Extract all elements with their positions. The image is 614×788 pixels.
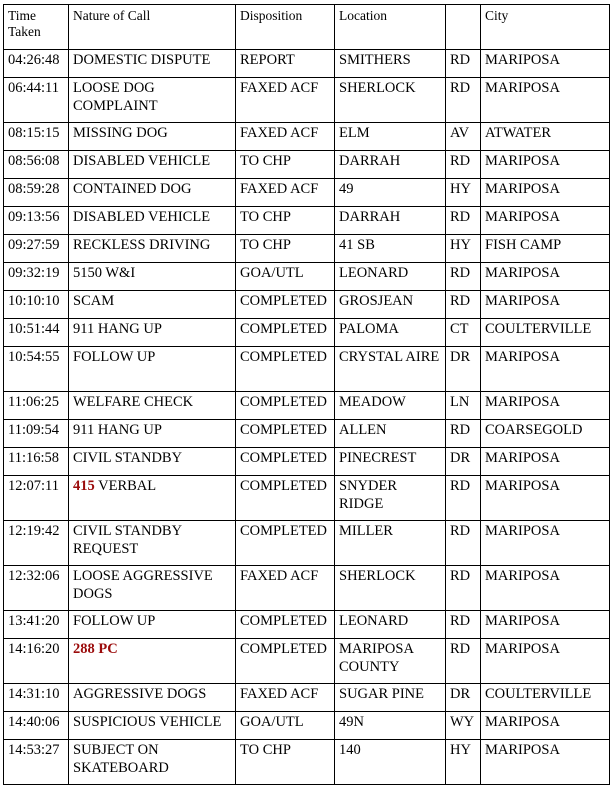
city-cell: MARIPOSA [481,392,610,420]
nature-cell [69,392,236,420]
location-cell: DARRAH [335,207,446,235]
suffix-cell: WY [446,712,481,740]
nature-cell [69,50,236,78]
table-row [4,521,610,566]
disposition-cell: COMPLETED [236,420,335,448]
nature-code: 415 [73,478,95,494]
disposition-cell: TO CHP [236,207,335,235]
suffix-cell: RD [446,207,481,235]
city-cell: MARIPOSA [481,291,610,319]
city-cell: MARIPOSA [481,78,610,123]
nature-text: SUBJECT ON SKATEBOARD [73,742,169,776]
time-cell: 14:31:10 [4,684,69,712]
disposition-cell: COMPLETED [236,319,335,347]
header-city: City [481,5,610,50]
disposition-cell: FAXED ACF [236,684,335,712]
nature-text: DOMESTIC DISPUTE [73,52,211,68]
nature-cell [69,78,236,123]
disposition-cell: GOA/UTL [236,263,335,291]
nature-text: VERBAL [94,478,157,494]
nature-text: AGGRESSIVE DOGS [73,686,207,702]
time-cell: 08:59:28 [4,179,69,207]
time-cell: 10:51:44 [4,319,69,347]
nature-text: FOLLOW UP [73,613,156,629]
table-row [4,684,610,712]
time-cell: 11:06:25 [4,392,69,420]
suffix-cell: HY [446,740,481,785]
city-cell: MARIPOSA [481,207,610,235]
city-cell: MARIPOSA [481,639,610,684]
nature-cell [69,566,236,611]
table-row [4,347,610,392]
location-cell: MARIPOSA COUNTY [335,639,446,684]
nature-text: CIVIL STANDBY [73,450,183,466]
nature-cell [69,448,236,476]
location-cell: SNYDER RIDGE [335,476,446,521]
city-cell: COULTERVILLE [481,319,610,347]
time-cell: 13:41:20 [4,611,69,639]
suffix-cell: RD [446,291,481,319]
suffix-cell: AV [446,123,481,151]
nature-cell [69,420,236,448]
time-cell: 06:44:11 [4,78,69,123]
table-row [4,50,610,78]
header-street-suffix [446,5,481,50]
disposition-cell: COMPLETED [236,347,335,392]
nature-text: CIVIL STANDBY REQUEST [73,523,182,557]
time-cell: 14:40:06 [4,712,69,740]
nature-code: 288 PC [73,641,118,657]
time-cell: 11:09:54 [4,420,69,448]
time-cell: 09:32:19 [4,263,69,291]
location-cell: ALLEN [335,420,446,448]
suffix-cell: RD [446,611,481,639]
nature-cell [69,684,236,712]
disposition-cell: COMPLETED [236,476,335,521]
suffix-cell: RD [446,420,481,448]
table-row [4,319,610,347]
table-row [4,448,610,476]
time-cell: 11:16:58 [4,448,69,476]
time-cell: 12:19:42 [4,521,69,566]
time-cell: 12:07:11 [4,476,69,521]
city-cell: MARIPOSA [481,151,610,179]
suffix-cell: RD [446,476,481,521]
disposition-cell: FAXED ACF [236,566,335,611]
nature-cell [69,263,236,291]
nature-text: SUSPICIOUS VEHICLE [73,714,222,730]
time-cell: 09:27:59 [4,235,69,263]
suffix-cell: RD [446,566,481,611]
call-log-body [4,50,610,785]
suffix-cell: CT [446,319,481,347]
suffix-cell: HY [446,235,481,263]
disposition-cell: TO CHP [236,235,335,263]
table-row [4,392,610,420]
table-row [4,291,610,319]
location-cell: LEONARD [335,611,446,639]
nature-cell [69,151,236,179]
nature-cell [69,521,236,566]
nature-cell [69,123,236,151]
location-cell: ELM [335,123,446,151]
table-row [4,740,610,785]
nature-text: 5150 W&I [73,265,136,281]
table-row [4,179,610,207]
nature-cell [69,740,236,785]
table-row [4,712,610,740]
city-cell: MARIPOSA [481,740,610,785]
nature-cell [69,291,236,319]
location-cell: DARRAH [335,151,446,179]
disposition-cell: FAXED ACF [236,179,335,207]
table-row [4,235,610,263]
table-row [4,263,610,291]
nature-cell [69,179,236,207]
nature-text: WELFARE CHECK [73,394,194,410]
city-cell: MARIPOSA [481,476,610,521]
suffix-cell: RD [446,263,481,291]
nature-text: SCAM [73,293,115,309]
suffix-cell: DR [446,347,481,392]
location-cell: SUGAR PINE [335,684,446,712]
time-cell: 08:15:15 [4,123,69,151]
disposition-cell: FAXED ACF [236,123,335,151]
suffix-cell: RD [446,639,481,684]
city-cell: MARIPOSA [481,448,610,476]
location-cell: SHERLOCK [335,78,446,123]
disposition-cell: COMPLETED [236,291,335,319]
table-row [4,639,610,684]
location-cell: 41 SB [335,235,446,263]
table-row [4,78,610,123]
city-cell: COARSEGOLD [481,420,610,448]
table-row [4,151,610,179]
nature-text: RECKLESS DRIVING [73,237,211,253]
nature-cell [69,207,236,235]
time-cell: 14:16:20 [4,639,69,684]
disposition-cell: COMPLETED [236,392,335,420]
table-row [4,476,610,521]
time-cell: 08:56:08 [4,151,69,179]
location-cell: 49N [335,712,446,740]
disposition-cell: REPORT [236,50,335,78]
suffix-cell: LN [446,392,481,420]
header-nature-of-call: Nature of Call [69,5,236,50]
disposition-cell: GOA/UTL [236,712,335,740]
location-cell: GROSJEAN [335,291,446,319]
table-row [4,566,610,611]
location-cell: PALOMA [335,319,446,347]
location-cell: CRYSTAL AIRE [335,347,446,392]
suffix-cell: RD [446,50,481,78]
city-cell: MARIPOSA [481,521,610,566]
table-row [4,207,610,235]
time-cell: 04:26:48 [4,50,69,78]
time-cell: 10:54:55 [4,347,69,392]
suffix-cell: RD [446,78,481,123]
city-cell: MARIPOSA [481,263,610,291]
city-cell: MARIPOSA [481,179,610,207]
disposition-cell: COMPLETED [236,521,335,566]
nature-text: 911 HANG UP [73,422,162,438]
time-cell: 09:13:56 [4,207,69,235]
time-cell: 12:32:06 [4,566,69,611]
nature-text: 911 HANG UP [73,321,162,337]
city-cell: MARIPOSA [481,566,610,611]
city-cell: MARIPOSA [481,611,610,639]
city-cell: ATWATER [481,123,610,151]
location-cell: 140 [335,740,446,785]
city-cell: FISH CAMP [481,235,610,263]
nature-cell [69,235,236,263]
suffix-cell: DR [446,684,481,712]
header-time-taken: Time Taken [4,5,69,50]
nature-cell [69,476,236,521]
disposition-cell: TO CHP [236,151,335,179]
location-cell: MILLER [335,521,446,566]
suffix-cell: HY [446,179,481,207]
header-disposition: Disposition [236,5,335,50]
nature-text: FOLLOW UP [73,349,156,365]
table-row [4,420,610,448]
table-row [4,611,610,639]
table-row [4,123,610,151]
time-cell: 14:53:27 [4,740,69,785]
location-cell: PINECREST [335,448,446,476]
city-cell: COULTERVILLE [481,684,610,712]
disposition-cell: TO CHP [236,740,335,785]
location-cell: 49 [335,179,446,207]
location-cell: MEADOW [335,392,446,420]
nature-text: MISSING DOG [73,125,168,141]
nature-cell [69,611,236,639]
disposition-cell: COMPLETED [236,448,335,476]
suffix-cell: RD [446,521,481,566]
city-cell: MARIPOSA [481,50,610,78]
nature-text: DISABLED VEHICLE [73,153,211,169]
time-cell: 10:10:10 [4,291,69,319]
suffix-cell: RD [446,151,481,179]
nature-text: CONTAINED DOG [73,181,192,197]
nature-text: LOOSE DOG COMPLAINT [73,80,158,114]
header-row [4,5,610,50]
city-cell: MARIPOSA [481,712,610,740]
header-location: Location [335,5,446,50]
nature-cell [69,347,236,392]
nature-cell [69,319,236,347]
disposition-cell: COMPLETED [236,639,335,684]
disposition-cell: COMPLETED [236,611,335,639]
location-cell: SMITHERS [335,50,446,78]
nature-text: DISABLED VEHICLE [73,209,211,225]
location-cell: SHERLOCK [335,566,446,611]
suffix-cell: DR [446,448,481,476]
nature-cell [69,639,236,684]
location-cell: LEONARD [335,263,446,291]
disposition-cell: FAXED ACF [236,78,335,123]
nature-cell [69,712,236,740]
city-cell: MARIPOSA [481,347,610,392]
call-log-table [3,4,610,785]
nature-text: LOOSE AGGRESSIVE DOGS [73,568,213,602]
